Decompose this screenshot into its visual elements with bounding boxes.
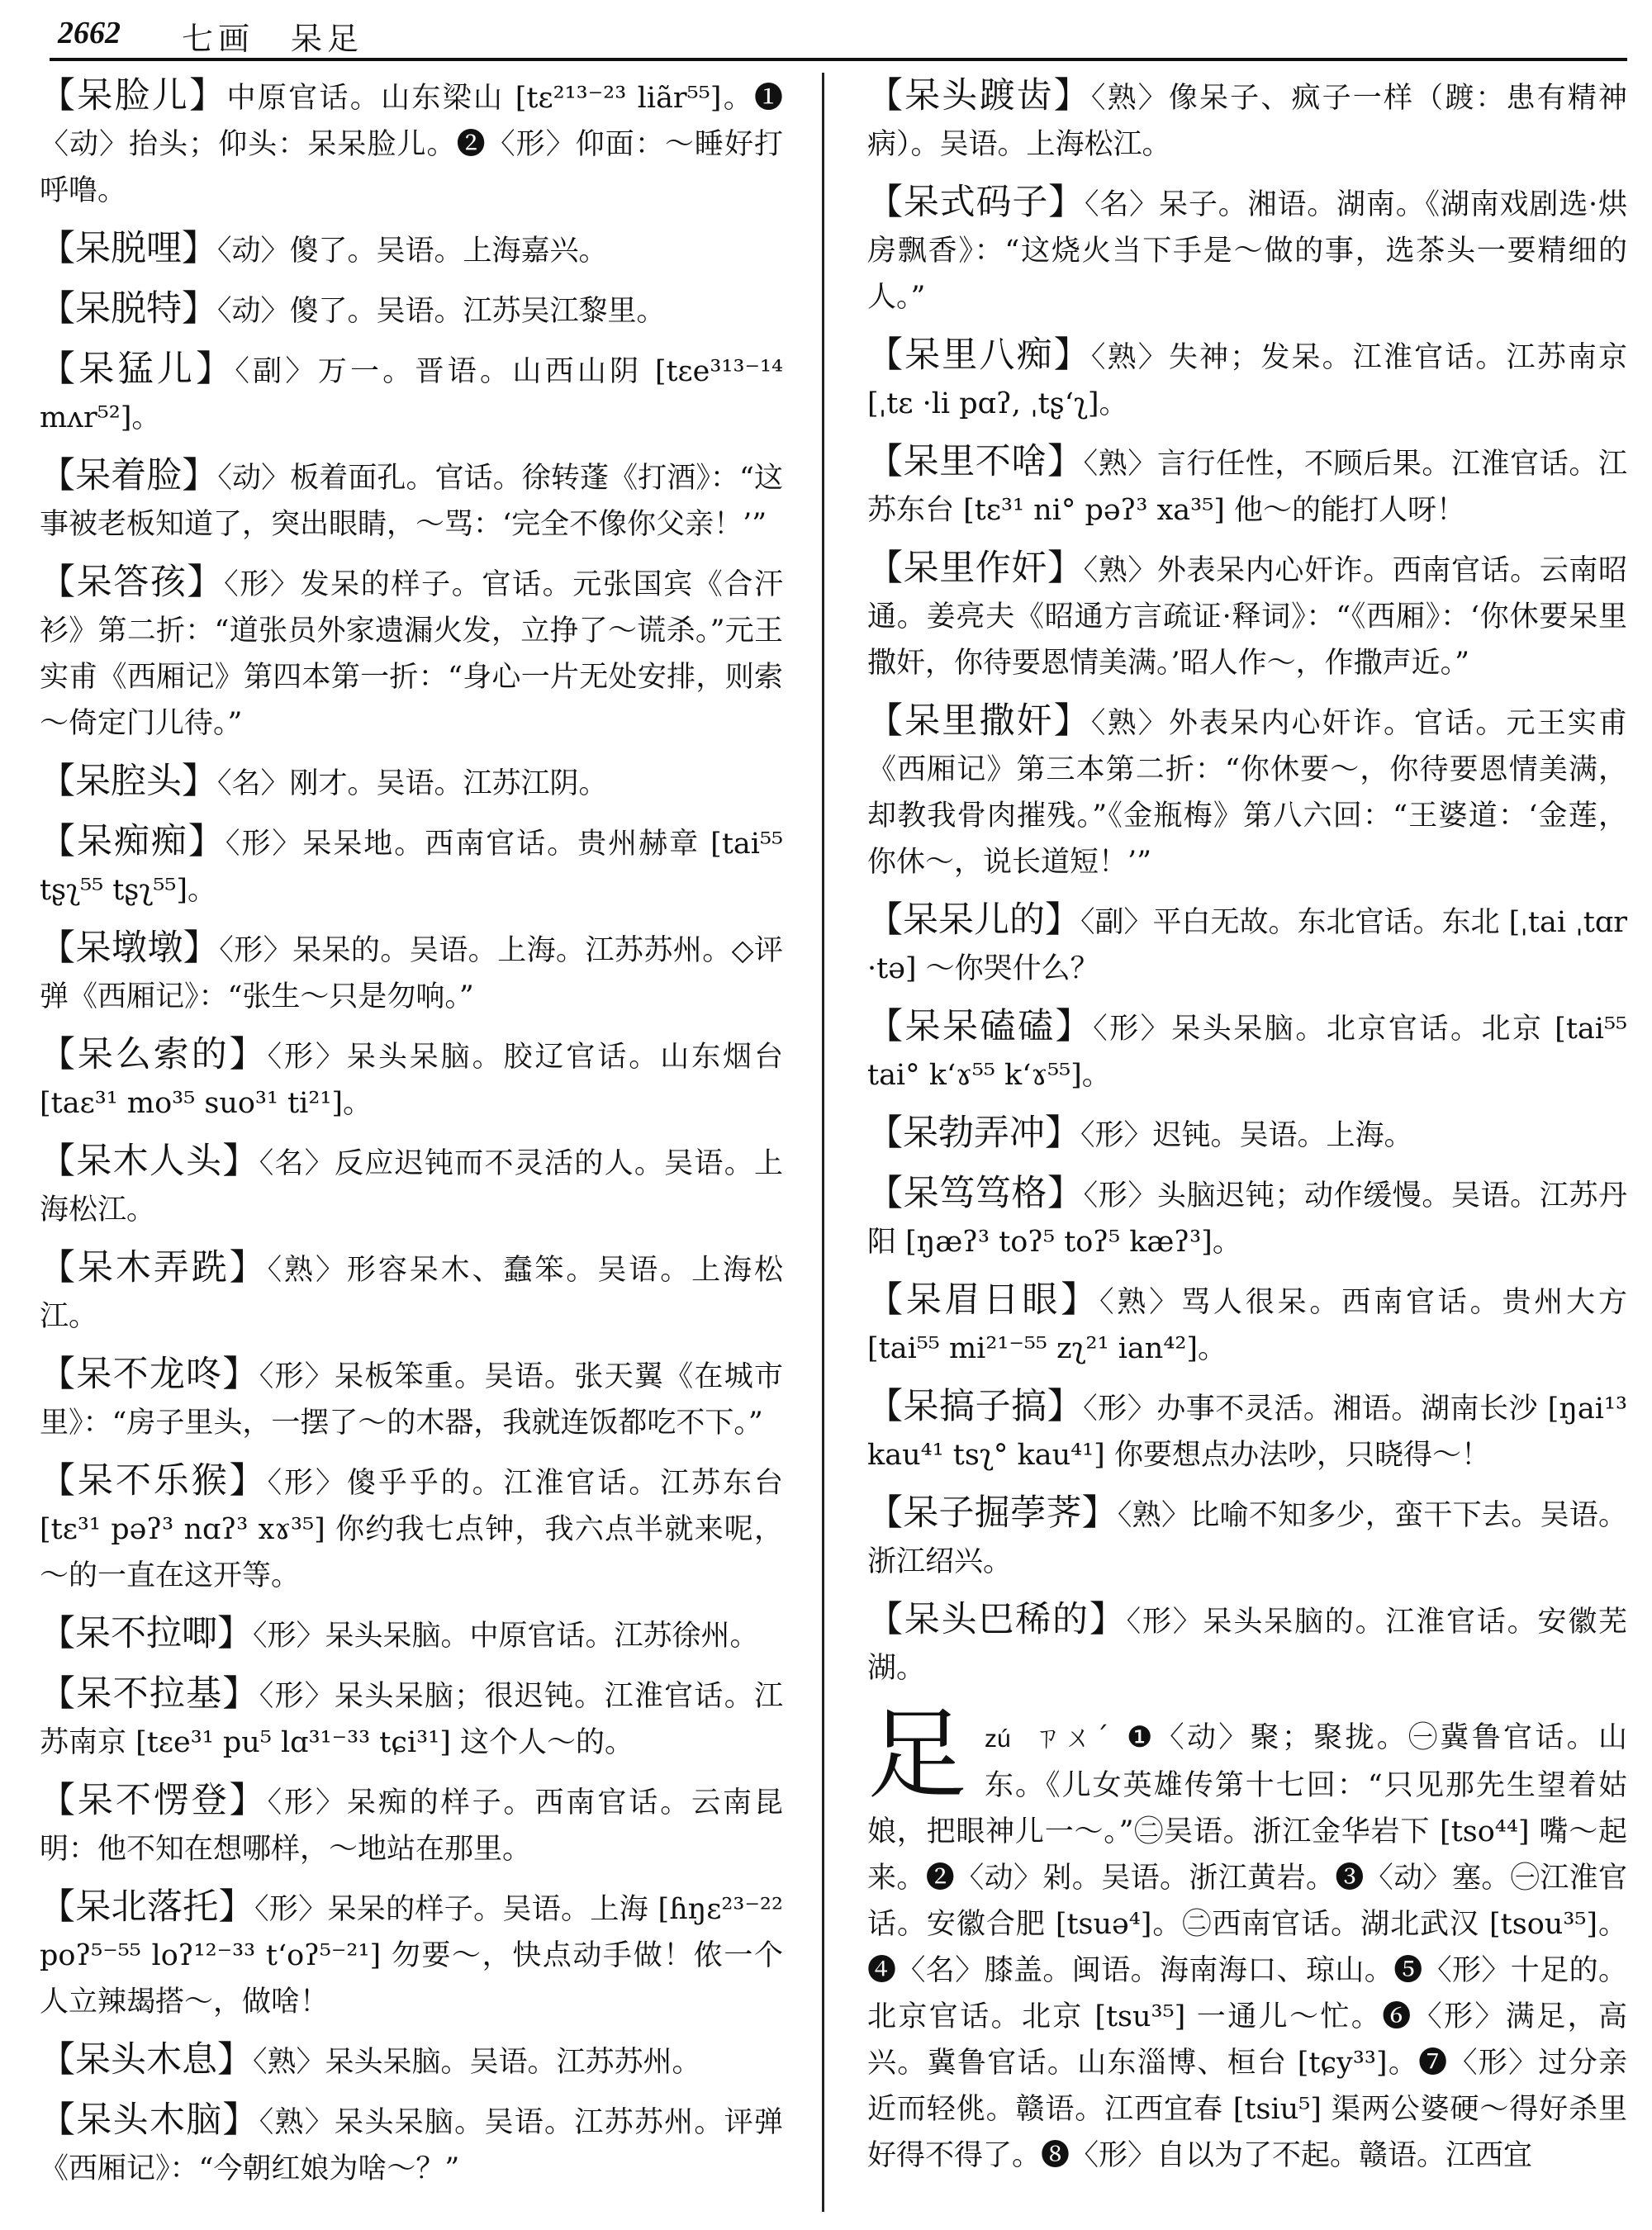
dictionary-entry [40, 346, 783, 441]
entry-headword: 【呆木弄跣】 [40, 1247, 268, 1288]
headword-character: 足 [867, 1698, 966, 1813]
entry-headword: 【呆答孩】 [40, 562, 225, 603]
entry-definition: 〈副〉万一。晋语。山西山阴 [tɛe³¹³⁻¹⁴ mʌr⁵²]。 [40, 355, 784, 434]
entry-definition: 〈熟〉外表呆内心奸诈。西南官话。云南昭通。姜亮夫《昭通方言疏证·释词》：“《西厢》：‘你休要呆里撒奸，你待要恩情美满。’昭人作～，作撒声近。” [867, 554, 1627, 680]
entry-headword: 【呆呆儿的】 [867, 899, 1081, 941]
entry-definition: 〈熟〉骂人很呆。西南官话。贵州大方 [tai⁵⁵ mi²¹⁻⁵⁵ zʅ²¹ ian⁴²]。 [867, 1286, 1627, 1365]
dictionary-entry [40, 925, 783, 1020]
dictionary-entry [867, 1170, 1627, 1265]
entry-definition: 〈形〉发呆的样子。官话。元张国宾《合汗衫》第二折：“道张员外家遗漏火发，立挣了～谎杀。”元王实甫《西厢记》第四本第一折：“身心一片无处安排，则索～倚定门儿待。” [40, 568, 783, 740]
dictionary-entry [40, 818, 783, 913]
entry-headword: 【呆搞子搞】 [867, 1386, 1084, 1427]
dictionary-entry [867, 1277, 1627, 1372]
dictionary-entry [867, 545, 1627, 686]
entry-headword: 【呆式码子】 [867, 182, 1085, 223]
entry-definition: 〈形〉呆呆地。西南官话。贵州赫章 [tai⁵⁵ tʂʅ⁵⁵ tʂʅ⁵⁵]。 [40, 828, 784, 907]
dictionary-entry [40, 1138, 783, 1233]
dictionary-entry [40, 1458, 783, 1599]
dictionary-entry [40, 758, 783, 807]
entry-definition: 〈形〉办事不灵活。湘语。湖南长沙 [ŋai¹³ kau⁴¹ tsʅ° kau⁴¹] 你要想点办法吵，只晓得～！ [867, 1393, 1628, 1472]
entry-definition: 〈名〉反应迟钝而不灵活的人。吴语。上海松江。 [40, 1147, 783, 1226]
entry-headword: 【呆脸儿】 [40, 75, 227, 116]
dictionary-entry [40, 559, 783, 747]
entry-definition: 〈熟〉像呆子、疯子一样（踱：患有精神病）。吴语。上海松江。 [867, 82, 1627, 161]
dictionary-entry [40, 1777, 783, 1872]
dictionary-entry [867, 1597, 1627, 1691]
entry-headword: 【呆呆磕磕】 [867, 1006, 1094, 1047]
entry-definition: 〈熟〉失神；发呆。江淮官话。江苏南京 [ˌtɛ ·li pɑʔ, ˌtʂʻʅ]。 [867, 341, 1627, 420]
dictionary-entry [40, 286, 783, 334]
running-head: 七画 呆足 [182, 21, 364, 57]
page-number: 2662 [58, 16, 121, 50]
entry-definition: 〈动〉板着面孔。官话。徐转蓬《打酒》：“这事被老板知道了，突出眼睛，～骂：‘完全不像你父亲！’” [40, 462, 783, 541]
entry-headword: 【呆痴痴】 [40, 821, 225, 862]
dictionary-entry [40, 1884, 783, 2025]
dictionary-entry [867, 439, 1627, 534]
entry-definition: 〈名〉刚才。吴语。江苏江阴。 [217, 767, 608, 800]
entry-headword: 【呆着脸】 [40, 455, 218, 496]
dictionary-entry [40, 2037, 783, 2085]
entry-definition: 〈形〉傻乎乎的。江淮官话。江苏东台 [tɛ³¹ pəʔ³ nɑʔ³ xɤ³⁵] 你约我七点钟，我六点半就来呢，～的一直在这开等。 [40, 1467, 783, 1592]
dictionary-entry [40, 73, 783, 214]
entry-headword: 【呆头巴稀的】 [867, 1599, 1127, 1640]
entry-headword: 【呆墩墩】 [40, 928, 220, 969]
right-column [867, 73, 1627, 2179]
entry-definition: 〈形〉呆头呆脑。胶辽官话。山东烟台 [taɛ³¹ mo³⁵ suo³¹ ti²¹]。 [40, 1041, 783, 1120]
entry-headword: 【呆笃笃格】 [867, 1173, 1084, 1214]
dictionary-entry [867, 179, 1627, 320]
entry-headword: 【呆脱哩】 [40, 228, 217, 269]
entry-definition: 中原官话。山东梁山 [tɛ²¹³⁻²³ liãr⁵⁵]。❶〈动〉抬头；仰头：呆呆脸儿。❷〈形〉仰面：～睡好打呼噜。 [40, 82, 783, 207]
dictionary-entry [867, 1004, 1627, 1098]
entry-headword: 【呆不拉基】 [40, 1673, 259, 1715]
zu-entry [867, 1698, 1627, 2179]
entry-definition: 〈副〉平白无故。东北官话。东北 [ˌtai ˌtɑr ·tə] ～你哭什么？ [867, 906, 1628, 985]
dictionary-entry [40, 1671, 783, 1766]
entry-headword: 【呆不乐猴】 [40, 1460, 268, 1502]
entry-headword: 【呆里作奸】 [867, 548, 1084, 589]
entry-definition: 〈动〉傻了。吴语。上海嘉兴。 [217, 235, 608, 268]
dictionary-entry [867, 897, 1627, 992]
entry-headword: 【呆头木脑】 [40, 2100, 259, 2141]
entry-headword: 【呆不龙咚】 [40, 1354, 259, 1395]
left-column [40, 73, 783, 2204]
dictionary-entry [40, 1611, 783, 1659]
right-entry-list [867, 73, 1627, 1691]
entry-headword: 【呆木人头】 [40, 1141, 259, 1182]
zhuyin: ㄗㄨˊ [1030, 1721, 1112, 1754]
zu-definition: ❶〈动〉聚；聚拢。㊀冀鲁官话。山东。《儿女英雄传第十七回：“只见那先生望着姑娘，把眼神儿一～。”㊁吴语。浙江金华岩下 [tso⁴⁴] 嘴～起来。❷〈动〉剁。吴语。浙江黄岩。❸〈动〉塞。㊀江淮官话。安徽合肥 [tsuə⁴]。㊁西南官话。湖北武汉 [tsou³⁵]。❹〈名〉膝盖。闽语。海南海口、琼山。❺〈形〉十足的。北京官话。北京 [tsu³⁵] 一通儿～忙。❻〈形〉满足，高兴。冀鲁官话。山东淄博、桓台 [tɕy³³]。❼〈形〉过分亲近而轻佻。赣语。江西宜春 [tsiu⁵] 渠两公婆硬～得好杀里好得不得了。❽〈形〉自以为了不起。赣语。江西宜 [867, 1721, 1627, 2172]
page-header [50, 8, 1627, 61]
pinyin: zú [985, 1725, 1011, 1753]
dictionary-entry [867, 1490, 1627, 1585]
column-divider [822, 73, 824, 2212]
entry-headword: 【呆眉日眼】 [867, 1279, 1100, 1321]
entry-headword: 【呆腔头】 [40, 761, 217, 802]
zu-definition-block [867, 1715, 1627, 2179]
entry-definition: 〈熟〉比喻不知多少，蛮干下去。吴语。浙江绍兴。 [867, 1499, 1628, 1578]
entry-definition: 〈形〉呆呆的。吴语。上海。江苏苏州。◇评弹《西厢记》：“张生～只是勿响。” [40, 934, 784, 1013]
dictionary-entry [40, 225, 783, 274]
dictionary-entry [867, 1110, 1627, 1159]
entry-definition: 〈形〉呆头呆脑的。江淮官话。安徽芜湖。 [867, 1606, 1628, 1685]
entry-definition: 〈熟〉形容呆木、蠢笨。吴语。上海松江。 [40, 1254, 783, 1333]
dictionary-entry [867, 332, 1627, 427]
entry-definition: 〈熟〉呆头呆脑。吴语。江苏苏州。评弹《西厢记》：“今朝红娘为啥～？” [40, 2106, 783, 2185]
entry-definition: 〈形〉呆头呆脑。北京官话。北京 [tai⁵⁵ tai° kʻɤ⁵⁵ kʻɤ⁵⁵]。 [867, 1013, 1628, 1092]
entry-definition: 〈动〉傻了。吴语。江苏吴江黎里。 [217, 295, 666, 328]
entry-definition: 〈名〉呆子。湘语。湖南。《湖南戏剧选·烘房飘香》：“这烧火当下手是～做的事，选茶头一要精细的人。” [867, 188, 1627, 314]
entry-headword: 【呆头踱齿】 [867, 75, 1091, 116]
entry-definition: 〈形〉呆呆的样子。吴语。上海 [ɦŋɛ²³⁻²² poʔ⁵⁻⁵⁵ loʔ¹²⁻³³ tʻoʔ⁵⁻²¹] 勿要～，快点动手做！侬一个人立辣朅搭～，做啥！ [40, 1893, 783, 2019]
entry-definition: 〈形〉呆头呆脑。中原官话。江苏徐州。 [253, 1620, 759, 1653]
entry-headword: 【呆勃弄冲】 [867, 1113, 1080, 1154]
entry-definition: 〈熟〉言行任性，不顾后果。江淮官话。江苏东台 [tɛ³¹ ni° pəʔ³ xa³⁵] 他～的能打人呀！ [867, 448, 1627, 527]
entry-headword: 【呆头木息】 [40, 2039, 253, 2081]
entry-definition: 〈形〉头脑迟钝；动作缓慢。吴语。江苏丹阳 [ŋæʔ³ toʔ⁵ toʔ⁵ kæʔ³]。 [867, 1179, 1627, 1259]
entry-headword: 【呆里撒奸】 [867, 700, 1091, 742]
entry-definition: 〈形〉呆头呆脑；很迟钝。江淮官话。江苏南京 [tɛe³¹ pu⁵ lɑ³¹⁻³³ tɕi³¹] 这个人～的。 [40, 1680, 783, 1759]
entry-headword: 【呆么索的】 [40, 1034, 268, 1075]
dictionary-entry [40, 1351, 783, 1446]
dictionary-entry [867, 698, 1627, 885]
entry-headword: 【呆脱特】 [40, 288, 217, 330]
entry-headword: 【呆猛儿】 [40, 349, 235, 390]
dictionary-entry [867, 73, 1627, 168]
entry-definition: 〈形〉迟钝。吴语。上海。 [1080, 1119, 1413, 1152]
entry-definition: 〈熟〉呆头呆脑。吴语。江苏苏州。 [253, 2046, 701, 2079]
dictionary-entry [40, 1245, 783, 1340]
entry-definition: 〈形〉呆痴的样子。西南官话。云南昆明：他不知在想哪样，～地站在那里。 [40, 1786, 783, 1866]
entry-headword: 【呆不拉唧】 [40, 1613, 253, 1654]
entry-headword: 【呆里八痴】 [867, 334, 1091, 376]
entry-definition: 〈熟〉外表呆内心奸诈。官话。元王实甫《西厢记》第三本第二折：“你休要～，你待要恩情美满，却教我骨肉摧残。”《金瓶梅》第八六回：“王婆道：‘金莲，你休～，说长道短！’” [867, 707, 1627, 879]
dictionary-entry [40, 2097, 783, 2192]
dictionary-entry [867, 1383, 1627, 1478]
entry-headword: 【呆子掘荸荠】 [867, 1492, 1118, 1534]
entry-headword: 【呆不愣登】 [40, 1780, 268, 1821]
entry-definition: 〈形〉呆板笨重。吴语。张天翼《在城市里》：“房子里头，一摆了～的木器，我就连饭都吃不下。” [40, 1360, 783, 1440]
entry-headword: 【呆北落托】 [40, 1886, 254, 1928]
entry-headword: 【呆里不啥】 [867, 441, 1084, 482]
dictionary-entry [40, 453, 783, 548]
dictionary-entry [40, 1032, 783, 1127]
